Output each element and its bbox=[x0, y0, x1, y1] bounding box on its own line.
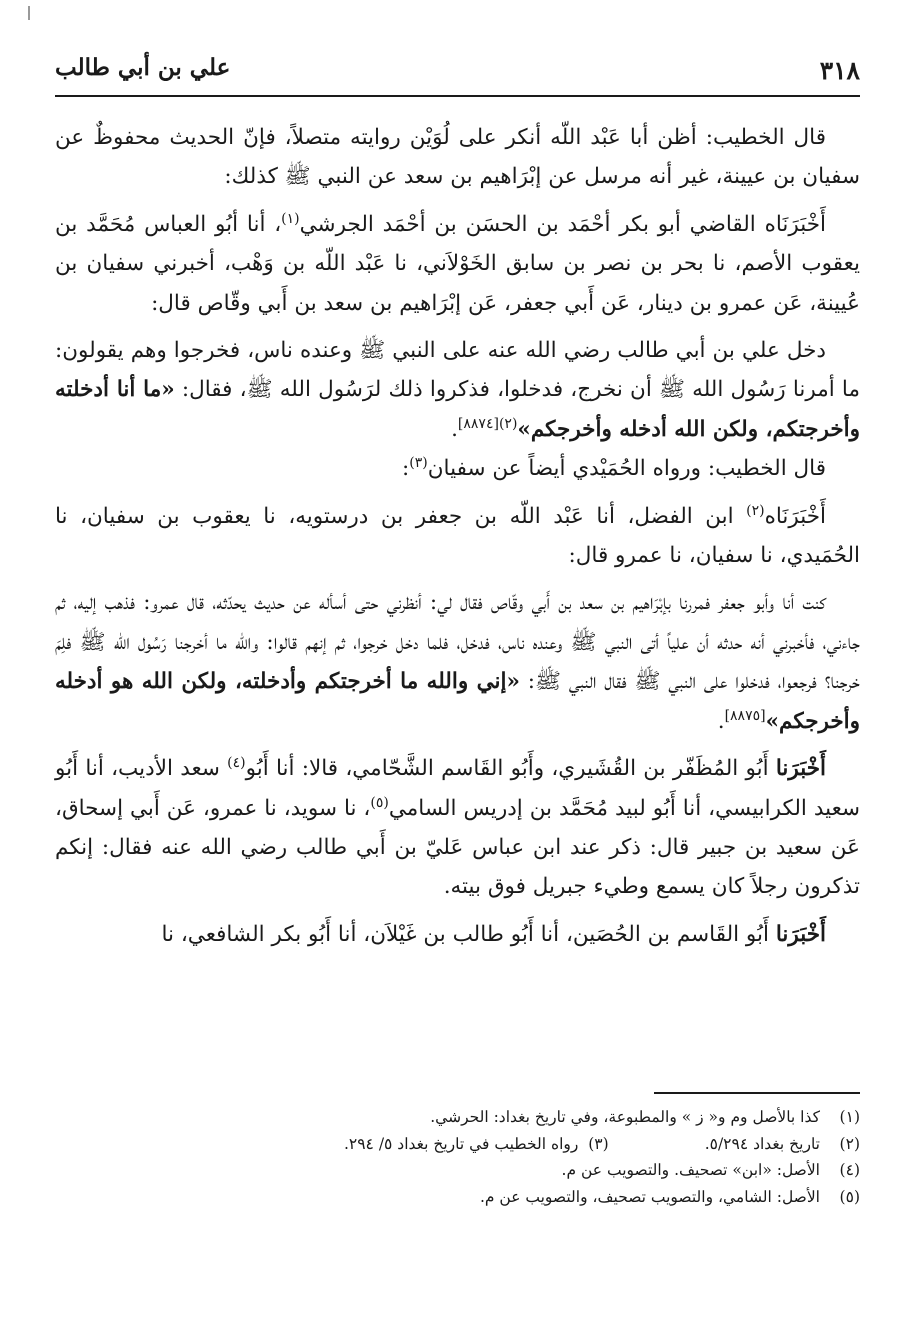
text-run: ، نا سويد، نا عمرو، عَن أَبي إسحاق، عَن سعيد بن جبير قال: ذكر عند ابن عباس عَليّ بن أَبي طالب رضي الله عنه فقال: إنكم تذكرون رجلاً كان يسمع وطيء جبريل فوق بيته. bbox=[55, 795, 860, 900]
scan-mark bbox=[28, 6, 30, 20]
footnote-ref: (٢) bbox=[746, 502, 765, 519]
paragraph bbox=[55, 583, 860, 741]
bold-text: «ما أنا أدخلته وأخرجتكم، ولكن الله أدخله وأخرجكم» bbox=[55, 377, 860, 442]
text-run: : bbox=[402, 456, 410, 482]
footnote-4 bbox=[60, 1157, 860, 1184]
footnote-ref: (٤) bbox=[227, 754, 246, 771]
bold-text: أَخْبَرَنا bbox=[775, 921, 826, 947]
paragraph bbox=[55, 915, 860, 954]
text-run: . bbox=[451, 416, 458, 442]
footnote-text: رواه الخطيب في تاريخ بغداد ٥/ ٢٩٤. bbox=[343, 1134, 579, 1153]
main-text bbox=[55, 118, 860, 954]
text-run: كنت أنا وأبو جعفر فمررنا بإبْرَاهيم بن سعد بن أَبي وقّاص فقال لي: أنظرني حتى أسأله عن حديث يحدّثه، قال عمرو: فذهب إليه، ثم جاءني، فأخبرني أنه حدثه أن علياً أتى النبي ﷺ وعنده ناس، فدخل، فلما دخل خرجوا، ثم إنهم قالوا: والله ما أخرجنا رَسُول الله ﷺ فلِمَ خرجنا؟ فرجعوا، فدخلوا على النبي ﷺ فقال النبي ﷺ: bbox=[55, 590, 860, 695]
bold-text: «إني والله ما أخرجتكم وأدخلته، ولكن الله هو أدخله وأخرجكم» bbox=[55, 669, 860, 734]
footnote-ref: (٣) bbox=[409, 455, 428, 472]
footnote-ref: [٨٨٧٤] bbox=[457, 415, 499, 432]
footnote-text: كذا بالأصل وم و« ز » والمطبوعة، وفي تاريخ بغداد: الحرشي. bbox=[430, 1108, 820, 1126]
footnote-rule bbox=[654, 1092, 860, 1094]
footnote-2-3 bbox=[60, 1131, 860, 1158]
text-run: أَخْبَرَنَاه القاضي أبو بكر أحْمَد بن الحسَن بن أحْمَد الجرشي bbox=[299, 211, 826, 237]
text-run: ، أنا أبُو العباس مُحَمَّد بن يعقوب الأصم، نا بحر بن نصر بن سابق الخَوْلاَني، نا عَبْد اللّه بن وَهْب، أخبرني سفيان بن عُيينة، عَن عمرو بن دينار، عَن أَبي جعفر، عَن إبْرَاهيم بن سعد بن أَبي وقّاص قال: bbox=[55, 211, 860, 316]
text-run: . bbox=[717, 708, 725, 734]
page-number: ٣١٨ bbox=[819, 56, 860, 85]
footnote-number: (٤) bbox=[839, 1161, 860, 1179]
paragraph bbox=[55, 118, 860, 197]
footnote-text: الأصل: الشامي، والتصويب تصحيف، والتصويب عن م. bbox=[479, 1187, 820, 1206]
footnote-ref: (٥) bbox=[370, 794, 389, 811]
footnote-text: الأصل: «ابن» تصحيف. والتصويب عن م. bbox=[561, 1161, 820, 1179]
paragraph bbox=[55, 749, 860, 907]
footnote-ref: (١) bbox=[281, 210, 300, 227]
footnote-number: (٥) bbox=[839, 1187, 860, 1206]
text-run: قال الخطيب: أظن أبا عَبْد اللّه أنكر على لُوَيْن روايته متصلاً، فإنّ الحديث محفوظٌ عن سفيان بن عيينة، غير أنه مرسل عن إبْرَاهيم بن سعد عن النبي ﷺ كذلك: bbox=[55, 125, 860, 190]
text-run: أَخْبَرَنَاه bbox=[764, 503, 826, 529]
paragraph bbox=[55, 497, 860, 576]
text-run: ابن الفضل، أنا عَبْد اللّه بن جعفر بن درستويه، نا يعقوب بن سفيان، نا الحُمَيدي، نا سفيان، نا عمرو قال: bbox=[55, 503, 860, 569]
text-run: أَبُو القَاسم بن الحُصَين، أنا أَبُو طالب بن غَيْلاَن، أنا أَبُو بكر الشافعي، نا bbox=[161, 921, 776, 947]
text-run: سعد الأديب، أنا أَبُو سعيد الكرابيسي، أنا أَبُو لبيد مُحَمَّد بن إدريس السامي bbox=[55, 756, 860, 821]
running-title: علي بن أبي طالب bbox=[55, 54, 231, 81]
paragraph bbox=[55, 331, 860, 449]
footnotes bbox=[60, 1104, 860, 1210]
paragraph bbox=[55, 205, 860, 323]
footnote-number: (٢) bbox=[839, 1134, 860, 1153]
footnote-1 bbox=[60, 1104, 860, 1131]
footnote-ref: [٨٨٧٥] bbox=[724, 707, 766, 724]
footnote-5 bbox=[60, 1184, 860, 1211]
footnote-ref: (٢) bbox=[498, 415, 518, 432]
text-run: أَبُو المُظَفّر بن القُشَيري، وأَبُو القَاسم الشَّحّامي، قالا: أنا أَبُو bbox=[245, 756, 776, 782]
header-rule bbox=[55, 95, 860, 97]
paragraph bbox=[55, 449, 860, 488]
page-header bbox=[55, 52, 860, 92]
footnote-number: (٣) bbox=[588, 1134, 609, 1153]
bold-text: أَخْبَرَنا bbox=[775, 756, 826, 782]
footnote-text: تاريخ بغداد ٥/٢٩٤. bbox=[704, 1134, 820, 1153]
text-run: دخل علي بن أبي طالب رضي الله عنه على النبي ﷺ وعنده ناس، فخرجوا وهم يقولون: ما أمرنا رَسُول الله ﷺ أن نخرج، فدخلوا، فذكروا ذلك لرَسُول الله ﷺ، فقال: bbox=[55, 338, 860, 403]
text-run: قال الخطيب: ورواه الحُمَيْدي أيضاً عن سفيان bbox=[427, 456, 826, 482]
footnote-number: (١) bbox=[839, 1108, 860, 1126]
